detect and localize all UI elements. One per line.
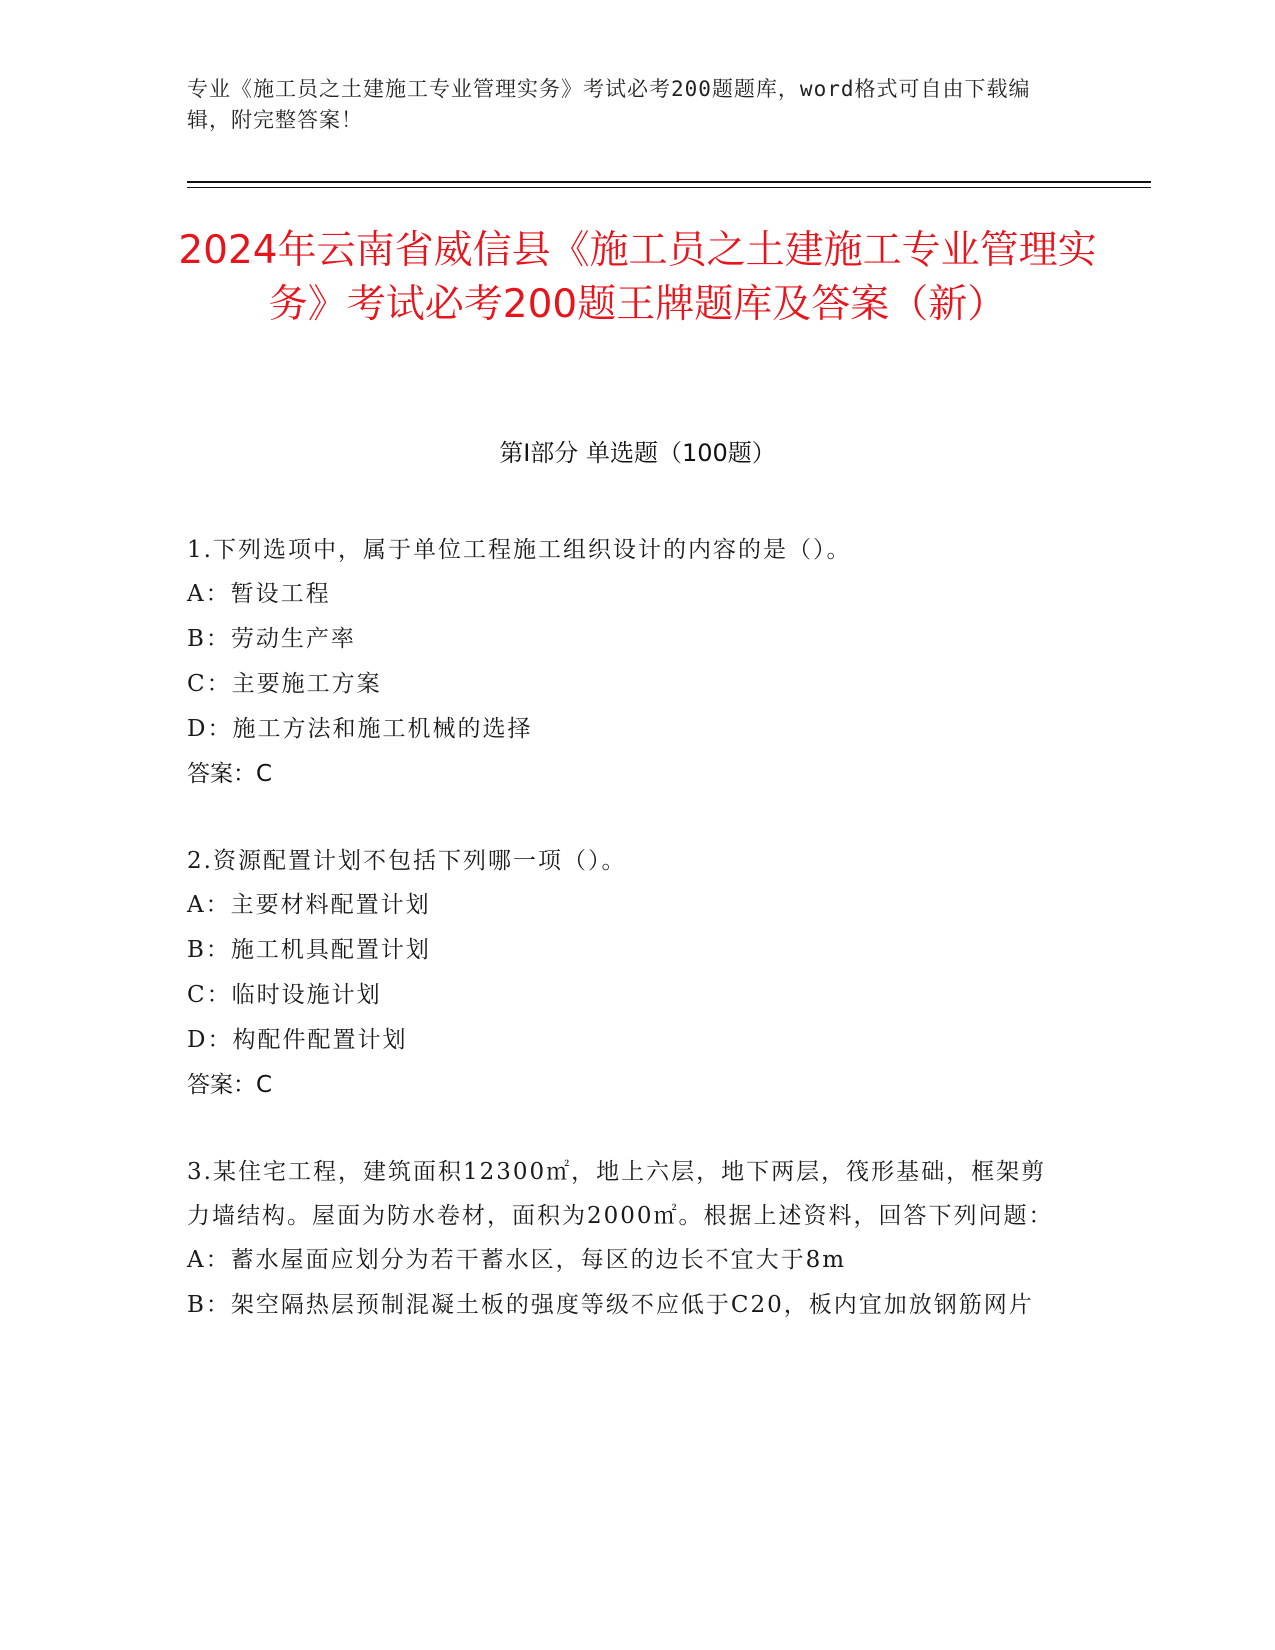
answer-text: 答案：C: [187, 1072, 273, 1098]
question-text: 2.资源配置计划不包括下列哪一项（）。: [187, 848, 627, 874]
header-divider-thin: [187, 187, 1151, 188]
option-d: D：构配件配置计划: [187, 1027, 408, 1053]
option-b: B：施工机具配置计划: [187, 937, 431, 963]
question-text: 3.某住宅工程，建筑面积12300㎡，地上六层，地下两层，筏形基础，框架剪力墙结构。屋面为防水卷材，面积为2000㎡。根据上述资料，回答下列问题：: [187, 1159, 1054, 1229]
section-title: 第Ⅰ部分 单选题（100题）: [499, 439, 776, 467]
option-b: B：架空隔热层预制混凝土板的强度等级不应低于C20，板内宜加放钢筋网片: [187, 1292, 1034, 1318]
option-a: A：暂设工程: [187, 581, 331, 607]
option-c: C：主要施工方案: [187, 671, 382, 697]
question-item: [187, 1150, 1067, 1328]
option-a: A：蓄水屋面应划分为若干蓄水区，每区的边长不宜大于8m: [187, 1247, 847, 1273]
header-divider-thick: [187, 181, 1151, 183]
document-title: 2024年云南省威信县《施工员之土建施工专业管理实务》考试必考200题王牌题库及答案（新）: [178, 228, 1097, 327]
answer-text: 答案：C: [187, 761, 273, 787]
option-b: B：劳动生产率: [187, 626, 356, 652]
question-text: 1.下列选项中，属于单位工程施工组织设计的内容的是（）。: [187, 537, 852, 563]
option-a: A：主要材料配置计划: [187, 892, 431, 918]
header-note: 专业《施工员之土建施工专业管理实务》考试必考200题题库，word格式可自由下载编辑，附完整答案！: [187, 77, 1031, 132]
option-d: D：施工方法和施工机械的选择: [187, 716, 533, 742]
question-item: [187, 839, 1067, 1108]
option-c: C：临时设施计划: [187, 982, 382, 1008]
question-list: [187, 528, 1067, 1370]
question-item: [187, 528, 1067, 797]
